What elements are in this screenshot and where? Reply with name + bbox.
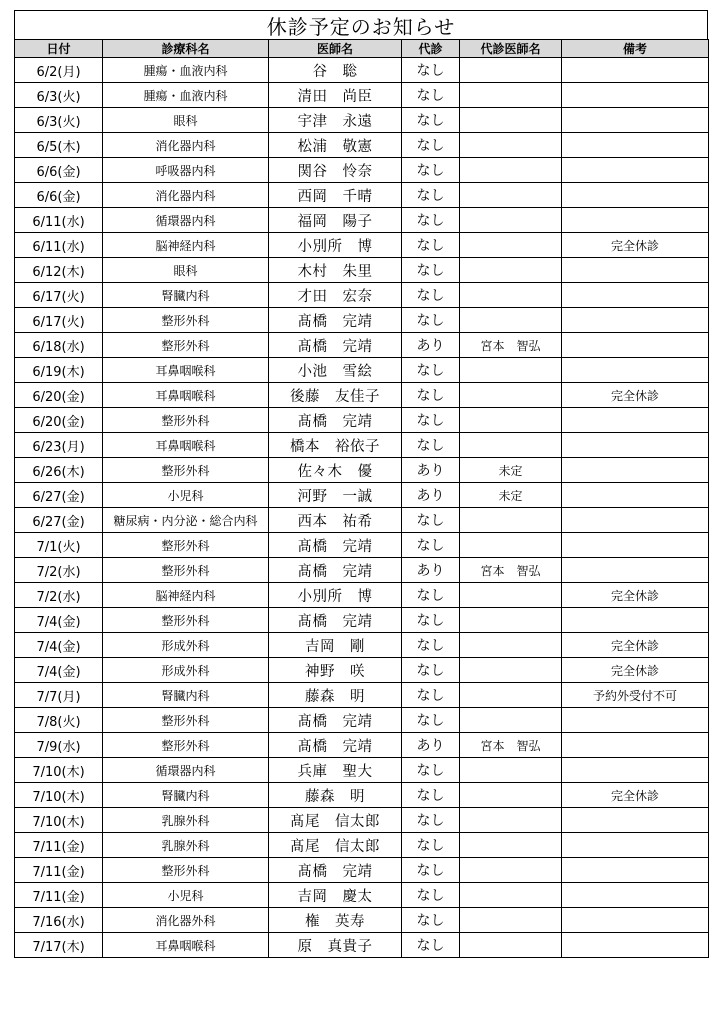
cell-department: 耳鼻咽喉科 (103, 383, 269, 408)
cell-doctor: 木村 朱里 (269, 258, 402, 283)
cell-doctor: 才田 宏奈 (269, 283, 402, 308)
table-body (15, 58, 709, 958)
cell-department: 耳鼻咽喉科 (103, 933, 269, 958)
cell-substitute: なし (402, 708, 460, 733)
cell-substitute: なし (402, 58, 460, 83)
cell-substitute-doctor (460, 508, 562, 533)
cell-substitute: なし (402, 433, 460, 458)
cell-substitute-doctor (460, 658, 562, 683)
table-row (15, 458, 709, 483)
cell-substitute: なし (402, 158, 460, 183)
cell-date: 7/2(水) (15, 583, 103, 608)
cell-date: 7/1(火) (15, 533, 103, 558)
cell-note (562, 533, 709, 558)
cell-doctor: 松浦 敬憲 (269, 133, 402, 158)
table-row (15, 383, 709, 408)
cell-doctor: 福岡 陽子 (269, 208, 402, 233)
cell-department: 整形外科 (103, 608, 269, 633)
cell-date: 7/11(金) (15, 883, 103, 908)
cell-note (562, 283, 709, 308)
cell-doctor: 原 真貴子 (269, 933, 402, 958)
cell-substitute-doctor: 宮本 智弘 (460, 558, 562, 583)
cell-substitute: なし (402, 608, 460, 633)
cell-doctor: 関谷 怜奈 (269, 158, 402, 183)
cell-note (562, 733, 709, 758)
cell-note (562, 208, 709, 233)
cell-note (562, 433, 709, 458)
cell-doctor: 西本 祐希 (269, 508, 402, 533)
cell-date: 6/11(水) (15, 233, 103, 258)
cell-substitute: なし (402, 858, 460, 883)
cell-substitute: なし (402, 808, 460, 833)
header-note: 備考 (562, 40, 709, 58)
cell-substitute: なし (402, 783, 460, 808)
cell-department: 脳神経内科 (103, 583, 269, 608)
cell-date: 7/11(金) (15, 833, 103, 858)
cell-date: 7/10(木) (15, 808, 103, 833)
table-row (15, 558, 709, 583)
cell-department: 形成外科 (103, 658, 269, 683)
cell-department: 整形外科 (103, 733, 269, 758)
cell-substitute-doctor (460, 808, 562, 833)
cell-date: 7/10(木) (15, 758, 103, 783)
cell-note (562, 883, 709, 908)
table-row (15, 758, 709, 783)
cell-note: 完全休診 (562, 383, 709, 408)
table-row (15, 208, 709, 233)
cell-substitute: なし (402, 283, 460, 308)
cell-note (562, 908, 709, 933)
header-date: 日付 (15, 40, 103, 58)
header-substitute-doctor: 代診医師名 (460, 40, 562, 58)
cell-date: 6/3(火) (15, 83, 103, 108)
cell-doctor: 髙橋 完靖 (269, 408, 402, 433)
cell-substitute-doctor (460, 258, 562, 283)
cell-substitute-doctor (460, 158, 562, 183)
cell-doctor: 橋本 裕依子 (269, 433, 402, 458)
cell-date: 6/18(水) (15, 333, 103, 358)
cell-department: 整形外科 (103, 533, 269, 558)
cell-department: 呼吸器内科 (103, 158, 269, 183)
cell-note (562, 483, 709, 508)
cell-substitute: あり (402, 558, 460, 583)
cell-date: 6/12(木) (15, 258, 103, 283)
cell-doctor: 神野 咲 (269, 658, 402, 683)
cell-date: 6/17(火) (15, 308, 103, 333)
cell-department: 整形外科 (103, 408, 269, 433)
cell-date: 7/4(金) (15, 633, 103, 658)
table-row (15, 108, 709, 133)
cell-note (562, 333, 709, 358)
header-department: 診療科名 (103, 40, 269, 58)
cell-date: 6/11(水) (15, 208, 103, 233)
cell-department: 脳神経内科 (103, 233, 269, 258)
cell-date: 6/20(金) (15, 383, 103, 408)
table-row (15, 633, 709, 658)
cell-department: 眼科 (103, 108, 269, 133)
cell-date: 6/20(金) (15, 408, 103, 433)
cell-substitute-doctor (460, 283, 562, 308)
cell-department: 小児科 (103, 883, 269, 908)
cell-substitute: あり (402, 458, 460, 483)
cell-doctor: 髙橋 完靖 (269, 858, 402, 883)
table-row (15, 83, 709, 108)
cell-substitute-doctor (460, 83, 562, 108)
cell-substitute-doctor (460, 858, 562, 883)
cell-department: 耳鼻咽喉科 (103, 433, 269, 458)
table-row (15, 858, 709, 883)
cell-date: 6/19(木) (15, 358, 103, 383)
cell-note (562, 858, 709, 883)
cell-substitute: なし (402, 408, 460, 433)
cell-substitute-doctor (460, 683, 562, 708)
cell-substitute-doctor (460, 108, 562, 133)
cell-department: 整形外科 (103, 858, 269, 883)
cell-substitute-doctor (460, 583, 562, 608)
table-row (15, 258, 709, 283)
cell-substitute-doctor (460, 358, 562, 383)
table-row (15, 308, 709, 333)
cell-note: 完全休診 (562, 233, 709, 258)
cell-doctor: 清田 尚臣 (269, 83, 402, 108)
cell-department: 乳腺外科 (103, 833, 269, 858)
cell-note (562, 833, 709, 858)
cell-department: 整形外科 (103, 708, 269, 733)
table-row (15, 908, 709, 933)
cell-doctor: 宇津 永遠 (269, 108, 402, 133)
cell-doctor: 髙橋 完靖 (269, 708, 402, 733)
cell-note (562, 358, 709, 383)
cell-substitute: なし (402, 533, 460, 558)
cell-substitute: あり (402, 483, 460, 508)
table-row (15, 433, 709, 458)
cell-substitute: なし (402, 383, 460, 408)
table-row (15, 783, 709, 808)
cell-substitute-doctor (460, 708, 562, 733)
table-row (15, 733, 709, 758)
table-row (15, 533, 709, 558)
table-row (15, 833, 709, 858)
cell-note: 完全休診 (562, 633, 709, 658)
cell-substitute: なし (402, 183, 460, 208)
cell-department: 糖尿病・内分泌・総合内科 (103, 508, 269, 533)
cell-doctor: 藤森 明 (269, 783, 402, 808)
cell-note: 完全休診 (562, 583, 709, 608)
cell-substitute-doctor (460, 533, 562, 558)
cell-substitute: なし (402, 133, 460, 158)
cell-doctor: 西岡 千晴 (269, 183, 402, 208)
cell-doctor: 髙橋 完靖 (269, 733, 402, 758)
cell-doctor: 谷 聡 (269, 58, 402, 83)
cell-doctor: 髙橋 完靖 (269, 558, 402, 583)
cell-doctor: 髙橋 完靖 (269, 608, 402, 633)
cell-substitute-doctor (460, 308, 562, 333)
cell-date: 6/6(金) (15, 183, 103, 208)
table-row (15, 933, 709, 958)
cell-date: 6/27(金) (15, 508, 103, 533)
cell-note (562, 558, 709, 583)
cell-note (562, 258, 709, 283)
table-row (15, 508, 709, 533)
header-doctor: 医師名 (269, 40, 402, 58)
cell-doctor: 吉岡 剛 (269, 633, 402, 658)
cell-note: 予約外受付不可 (562, 683, 709, 708)
closure-table (14, 39, 709, 958)
cell-substitute-doctor (460, 133, 562, 158)
cell-note: 完全休診 (562, 783, 709, 808)
cell-department: 循環器内科 (103, 758, 269, 783)
cell-date: 6/27(金) (15, 483, 103, 508)
cell-date: 7/9(水) (15, 733, 103, 758)
table-row (15, 658, 709, 683)
table-row (15, 583, 709, 608)
cell-substitute: なし (402, 583, 460, 608)
header-substitute: 代診 (402, 40, 460, 58)
cell-note (562, 708, 709, 733)
cell-note (562, 808, 709, 833)
cell-doctor: 小池 雪絵 (269, 358, 402, 383)
cell-substitute-doctor (460, 408, 562, 433)
page-title: 休診予定のお知らせ (14, 10, 708, 39)
table-row (15, 158, 709, 183)
table-row (15, 58, 709, 83)
cell-date: 6/5(木) (15, 133, 103, 158)
cell-date: 7/8(火) (15, 708, 103, 733)
table-row (15, 608, 709, 633)
cell-doctor: 兵庫 聖大 (269, 758, 402, 783)
cell-department: 形成外科 (103, 633, 269, 658)
cell-department: 腎臓内科 (103, 683, 269, 708)
cell-doctor: 後藤 友佳子 (269, 383, 402, 408)
cell-date: 7/10(木) (15, 783, 103, 808)
table-row (15, 358, 709, 383)
cell-date: 7/4(金) (15, 608, 103, 633)
cell-date: 6/26(木) (15, 458, 103, 483)
cell-substitute: なし (402, 908, 460, 933)
cell-department: 消化器内科 (103, 183, 269, 208)
cell-substitute-doctor (460, 383, 562, 408)
cell-doctor: 小別所 博 (269, 583, 402, 608)
cell-substitute: あり (402, 333, 460, 358)
cell-note (562, 458, 709, 483)
cell-substitute-doctor (460, 633, 562, 658)
table-header-row (15, 40, 709, 58)
cell-doctor: 佐々木 優 (269, 458, 402, 483)
cell-department: 腎臓内科 (103, 283, 269, 308)
cell-department: 循環器内科 (103, 208, 269, 233)
cell-department: 整形外科 (103, 458, 269, 483)
cell-note (562, 308, 709, 333)
cell-substitute: なし (402, 258, 460, 283)
cell-department: 耳鼻咽喉科 (103, 358, 269, 383)
cell-date: 6/2(月) (15, 58, 103, 83)
cell-doctor: 髙尾 信太郎 (269, 833, 402, 858)
cell-substitute-doctor (460, 783, 562, 808)
cell-substitute: なし (402, 358, 460, 383)
table-row (15, 708, 709, 733)
cell-doctor: 権 英寿 (269, 908, 402, 933)
cell-substitute: なし (402, 833, 460, 858)
cell-note (562, 508, 709, 533)
cell-doctor: 吉岡 慶太 (269, 883, 402, 908)
cell-department: 小児科 (103, 483, 269, 508)
cell-substitute: なし (402, 883, 460, 908)
cell-substitute-doctor (460, 208, 562, 233)
cell-department: 腎臓内科 (103, 783, 269, 808)
cell-date: 7/16(水) (15, 908, 103, 933)
cell-department: 腫瘍・血液内科 (103, 83, 269, 108)
cell-substitute-doctor (460, 433, 562, 458)
cell-date: 6/6(金) (15, 158, 103, 183)
cell-substitute-doctor (460, 183, 562, 208)
cell-substitute: なし (402, 508, 460, 533)
cell-doctor: 河野 一誠 (269, 483, 402, 508)
cell-substitute-doctor (460, 758, 562, 783)
cell-department: 整形外科 (103, 558, 269, 583)
cell-date: 7/17(木) (15, 933, 103, 958)
cell-department: 乳腺外科 (103, 808, 269, 833)
cell-substitute: なし (402, 83, 460, 108)
cell-substitute: なし (402, 233, 460, 258)
table-row (15, 233, 709, 258)
table-row (15, 808, 709, 833)
cell-date: 7/2(水) (15, 558, 103, 583)
cell-date: 7/11(金) (15, 858, 103, 883)
cell-department: 消化器内科 (103, 133, 269, 158)
cell-department: 整形外科 (103, 333, 269, 358)
cell-substitute: なし (402, 633, 460, 658)
cell-note (562, 108, 709, 133)
cell-substitute-doctor (460, 58, 562, 83)
cell-substitute-doctor (460, 933, 562, 958)
table-row (15, 133, 709, 158)
cell-doctor: 髙橋 完靖 (269, 533, 402, 558)
cell-substitute-doctor (460, 608, 562, 633)
cell-date: 6/17(火) (15, 283, 103, 308)
cell-date: 6/23(月) (15, 433, 103, 458)
table-row (15, 483, 709, 508)
cell-doctor: 小別所 博 (269, 233, 402, 258)
cell-substitute-doctor: 未定 (460, 458, 562, 483)
cell-substitute-doctor: 未定 (460, 483, 562, 508)
cell-note (562, 408, 709, 433)
cell-substitute-doctor (460, 833, 562, 858)
cell-substitute-doctor: 宮本 智弘 (460, 333, 562, 358)
closure-notice-sheet (14, 10, 708, 958)
table-row (15, 408, 709, 433)
cell-note (562, 933, 709, 958)
cell-date: 7/7(月) (15, 683, 103, 708)
cell-note (562, 608, 709, 633)
cell-department: 整形外科 (103, 308, 269, 333)
cell-substitute-doctor (460, 233, 562, 258)
cell-substitute: なし (402, 108, 460, 133)
table-row (15, 883, 709, 908)
cell-substitute: なし (402, 208, 460, 233)
cell-note (562, 158, 709, 183)
cell-substitute-doctor (460, 908, 562, 933)
cell-substitute-doctor: 宮本 智弘 (460, 733, 562, 758)
cell-substitute: あり (402, 733, 460, 758)
cell-note (562, 133, 709, 158)
cell-department: 眼科 (103, 258, 269, 283)
cell-substitute: なし (402, 658, 460, 683)
table-row (15, 683, 709, 708)
cell-doctor: 髙橋 完靖 (269, 308, 402, 333)
table-row (15, 183, 709, 208)
cell-doctor: 髙橋 完靖 (269, 333, 402, 358)
cell-date: 7/4(金) (15, 658, 103, 683)
cell-substitute: なし (402, 683, 460, 708)
table-row (15, 283, 709, 308)
cell-doctor: 藤森 明 (269, 683, 402, 708)
cell-note (562, 58, 709, 83)
cell-note: 完全休診 (562, 658, 709, 683)
cell-date: 6/3(火) (15, 108, 103, 133)
cell-department: 消化器外科 (103, 908, 269, 933)
cell-substitute: なし (402, 933, 460, 958)
cell-note (562, 758, 709, 783)
cell-substitute: なし (402, 758, 460, 783)
table-row (15, 333, 709, 358)
cell-note (562, 183, 709, 208)
cell-note (562, 83, 709, 108)
cell-department: 腫瘍・血液内科 (103, 58, 269, 83)
cell-doctor: 髙尾 信太郎 (269, 808, 402, 833)
cell-substitute-doctor (460, 883, 562, 908)
cell-substitute: なし (402, 308, 460, 333)
